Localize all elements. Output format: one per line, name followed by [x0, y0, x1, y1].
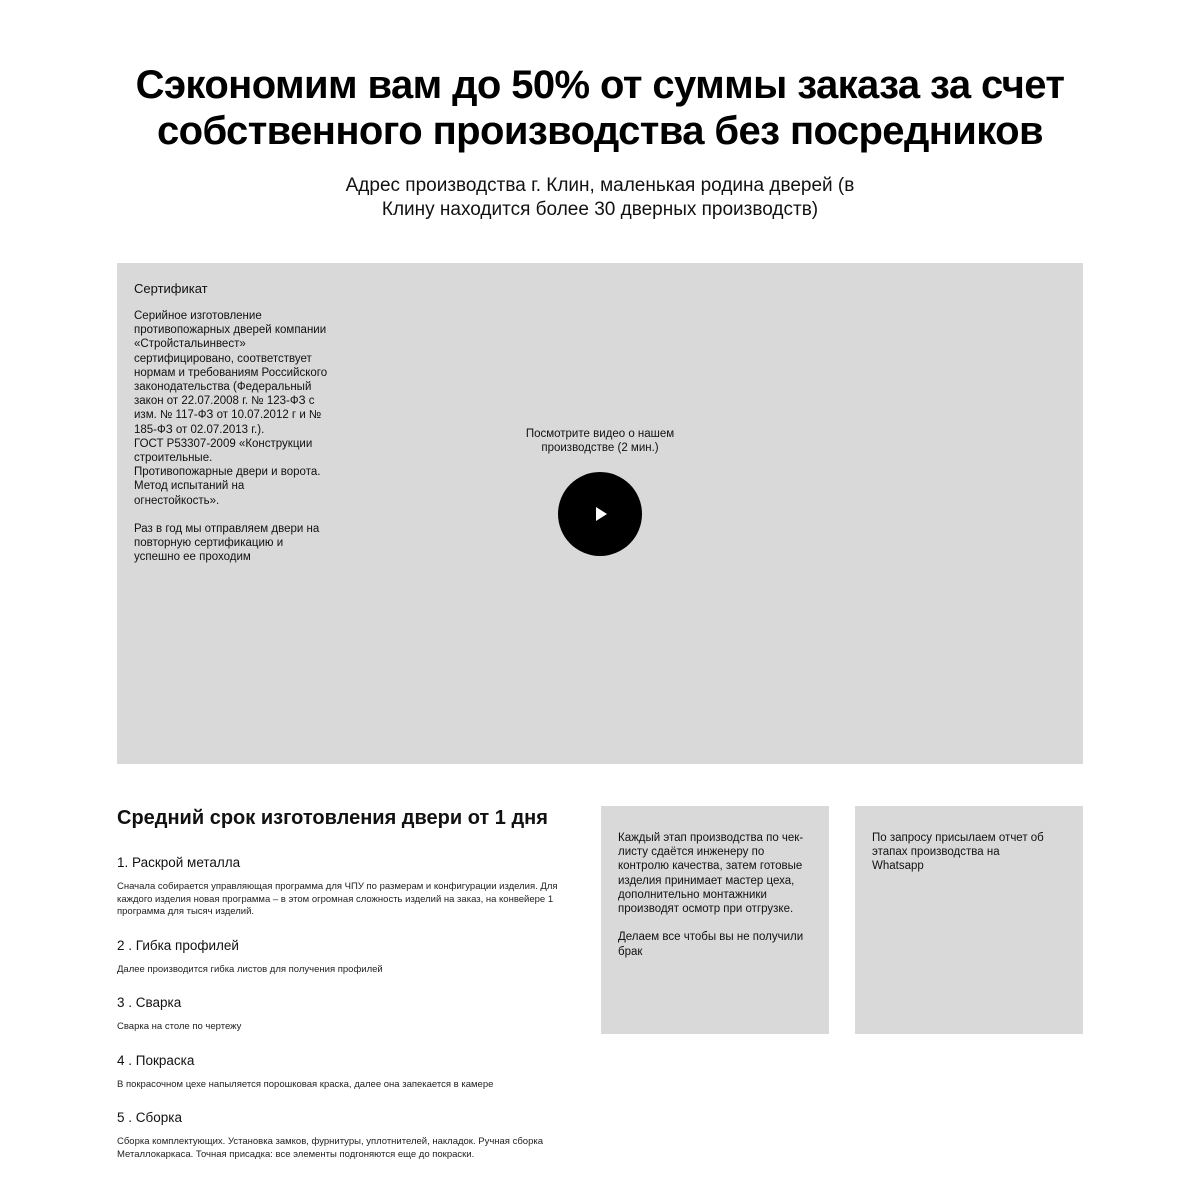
production-step — [117, 1052, 577, 1092]
video-caption: Посмотрите видео о нашем производстве (2 мин.) — [525, 428, 675, 455]
production-step — [117, 1109, 577, 1161]
production-step — [117, 937, 577, 977]
step-title: 2 . Гибка профилей — [117, 938, 239, 953]
step-description: Далее производится гибка листов для получения профилей — [117, 964, 383, 975]
quality-control-card — [601, 806, 829, 1034]
video-panel — [117, 263, 1083, 764]
step-title: 1. Раскрой металла — [117, 855, 241, 870]
whatsapp-report-text: По запросу присылаем отчет об этапах производства на Whatsapp — [872, 832, 1044, 873]
step-description: Сварка на столе по чертежу — [117, 1021, 242, 1032]
quality-control-text: Каждый этап производства по чек- листу сдаётся инженеру по контролю качества, затем готовые изделия принимает мастер цеха, дополнительно монтажники производят осмотр при отгрузке. Делаем все чтобы вы не получили брак — [618, 832, 804, 958]
certificate-title: Сертификат — [134, 281, 208, 296]
step-title: 3 . Сварка — [117, 995, 182, 1010]
step-description: В покрасочном цехе напыляется порошковая краска, далее она запекается в камере — [117, 1079, 494, 1090]
production-heading: Средний срок изготовления двери от 1 дня — [117, 807, 548, 829]
play-video-button[interactable] — [558, 472, 642, 556]
hero-title: Сэкономим вам до 50% от суммы заказа за счет собственного производства без посредников — [135, 63, 1065, 153]
step-description: Сборка комплектующих. Установка замков, фурнитуры, уплотнителей, накладок. Ручная сборка Металлокаркаса. Точная присадка: все элементы подгоняются еще до покраски. — [117, 1136, 544, 1160]
step-title: 4 . Покраска — [117, 1053, 195, 1068]
certificate-text: Серийное изготовление противопожарных дверей компании «Стройстальинвест» сертифицировано, соответствует нормам и требованиям Российского законодательства (Федеральный закон от 22.07.2008 г. № 123-ФЗ с изм. № 117-ФЗ от 10.07.2012 г и № 185-ФЗ от 02.07.2013 г.). ГОСТ Р53307-2009 «Конструкции строительные. Противопожарные двери и ворота. Метод испытаний на огнестойкость». Раз в год мы отправляем двери на повторную сертификацию и успешно ее проходим — [134, 310, 328, 564]
play-icon — [596, 507, 607, 521]
production-step — [117, 854, 577, 919]
step-description: Сначала собирается управляющая программа для ЧПУ по размерам и конфигурации изделия. Для каждого изделия новая программа – в этом огромная сложность изделий на заказ, на конвейере 1 программа для тысяч изделий. — [117, 881, 558, 918]
production-step — [117, 994, 577, 1034]
step-title: 5 . Сборка — [117, 1110, 182, 1125]
hero-subtitle: Адрес производства г. Клин, маленькая родина дверей (в Клину находится более 30 дверных производств) — [345, 175, 855, 220]
whatsapp-report-card — [855, 806, 1083, 1034]
